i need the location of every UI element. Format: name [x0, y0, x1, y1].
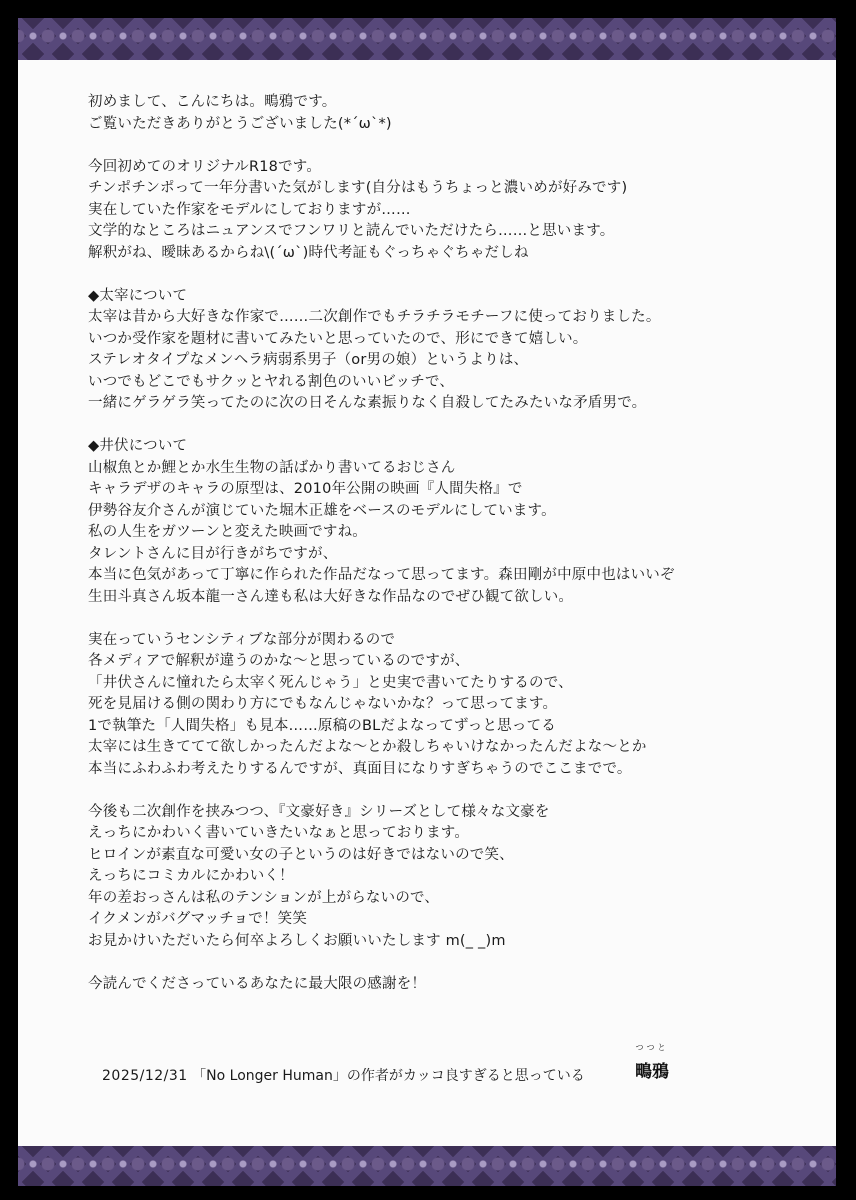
text-line: えっちにコミカルにかわいく！	[88, 868, 294, 884]
text-line: ステレオタイプなメンヘラ病弱系男子（or男の娘）というよりは、	[88, 352, 529, 368]
text-line: 今後も二次創作を挟みつつ、『文豪好き』シリーズとして様々な文豪を	[88, 803, 550, 820]
text-line: いつか受作家を題材に書いてみたいと思っていたので、形にできて嬉しい。	[88, 330, 588, 347]
text-line: えっちにかわいく書いていきたいなぁと思っております。	[88, 825, 470, 841]
blank-line	[88, 264, 788, 286]
text-line: 一緒にゲラゲラ笑ってたのに次の日そんな素振りなく自殺してたみたいな矛盾男で。	[88, 395, 647, 411]
text-line: 私の人生をガツーンと変えた映画ですね。	[88, 524, 368, 540]
text-line: 各メディアで解釈が違うのかな〜と思っているのですが、	[88, 653, 470, 669]
text-line: 1で執筆た「人間失格」も見本……原稿のBLだよなってずっと思ってる	[88, 717, 556, 734]
text-line: キャラデザのキャラの原型は、2010年公開の映画『人間失格』で	[88, 481, 523, 497]
text-line: 「井伏さんに憧れたら太宰く死んじゃう」と史実で書いてたりするので、	[88, 674, 573, 691]
text-line: 初めまして、こんにちは。鴫鴉です。	[88, 94, 337, 110]
text-line: お見かけいただいたら何卒よろしくお願いいたします m(_ _)m	[88, 932, 506, 949]
text-line: 太宰には生きててて欲しかったんだよな〜とか殺しちゃいけなかったんだよな〜とか	[88, 739, 647, 755]
text-line: 太宰は昔から大好きな作家で……二次創作でもチラチラモチーフに使っておりました。	[88, 309, 661, 325]
text-line: チンポチンポって一年分書いた気がします(自分はもうちょっと濃いめが好みです)	[88, 180, 628, 196]
afterword-body	[88, 92, 788, 995]
section-heading: ◆太宰について	[88, 287, 188, 304]
author-ruby: つつと	[635, 1043, 669, 1052]
text-line: ヒロインが素直な可愛い女の子というのは好きではないので笑、	[88, 846, 514, 863]
text-line: 本当にふわふわ考えたりするんですが、真面目になりすぎちゃうのでここまでで。	[88, 760, 632, 777]
section-heading: ◆井伏について	[88, 438, 188, 454]
decorative-border-bottom	[18, 1146, 836, 1186]
signature-note: 「No Longer Human」の作者がカッコ良すぎると思っている	[192, 1068, 585, 1084]
text-line: 年の差おっさんは私のテンションが上がらないので、	[88, 889, 440, 906]
author-block	[622, 1042, 682, 1082]
text-line: 文学的なところはニュアンスでフンワリと読んでいただけたら……と思います。	[88, 223, 615, 239]
blank-line	[88, 608, 788, 630]
blank-line	[88, 952, 788, 974]
text-line: 実在していた作家をモデルにしておりますが……	[88, 201, 411, 218]
text-line: 山椒魚とか鯉とか水生生物の話ばかり書いてるおじさん	[88, 459, 456, 476]
text-line: タレントさんに目が行きがちですが、	[88, 545, 338, 562]
date: 2025/12/31	[102, 1068, 188, 1084]
decorative-border-top	[18, 18, 836, 60]
text-line: 生田斗真さん坂本龍一さん達も私は大好きな作品なのでぜひ観て欲しい。	[88, 588, 574, 605]
text-line: ご覧いただきありがとうございました(*´ω`*)	[88, 115, 392, 132]
blank-line	[88, 415, 788, 437]
text-line: 今回初めてのオリジナルR18です。	[88, 158, 322, 175]
text-line: 実在っていうセンシティブな部分が関わるので	[88, 631, 396, 648]
signature-line	[102, 1065, 585, 1085]
text-line: 今読んでくださっているあなたに最大限の感謝を！	[88, 975, 427, 992]
text-line: 本当に色気があって丁寧に作られた作品だなって思ってます。森田剛が中原中也はいいぞ	[88, 567, 675, 583]
text-line: 解釈がね、曖昧あるからね\(´ω`)時代考証もぐっちゃぐちゃだしね	[88, 244, 529, 261]
blank-line	[88, 780, 788, 802]
blank-line	[88, 135, 788, 157]
text-line: 死を見届ける側の関わり方にでもなんじゃないかな？って思ってます。	[88, 696, 558, 712]
text-line: 伊勢谷友介さんが演じていた堀木正雄をベースのモデルにしています。	[88, 502, 556, 519]
text-line: イクメンがバグマッチョで！笑笑	[88, 911, 308, 927]
author-name: 鴫鴉	[635, 1062, 669, 1082]
text-line: いつでもどこでもサクッとヤれる割色のいいビッチで、	[88, 373, 455, 390]
